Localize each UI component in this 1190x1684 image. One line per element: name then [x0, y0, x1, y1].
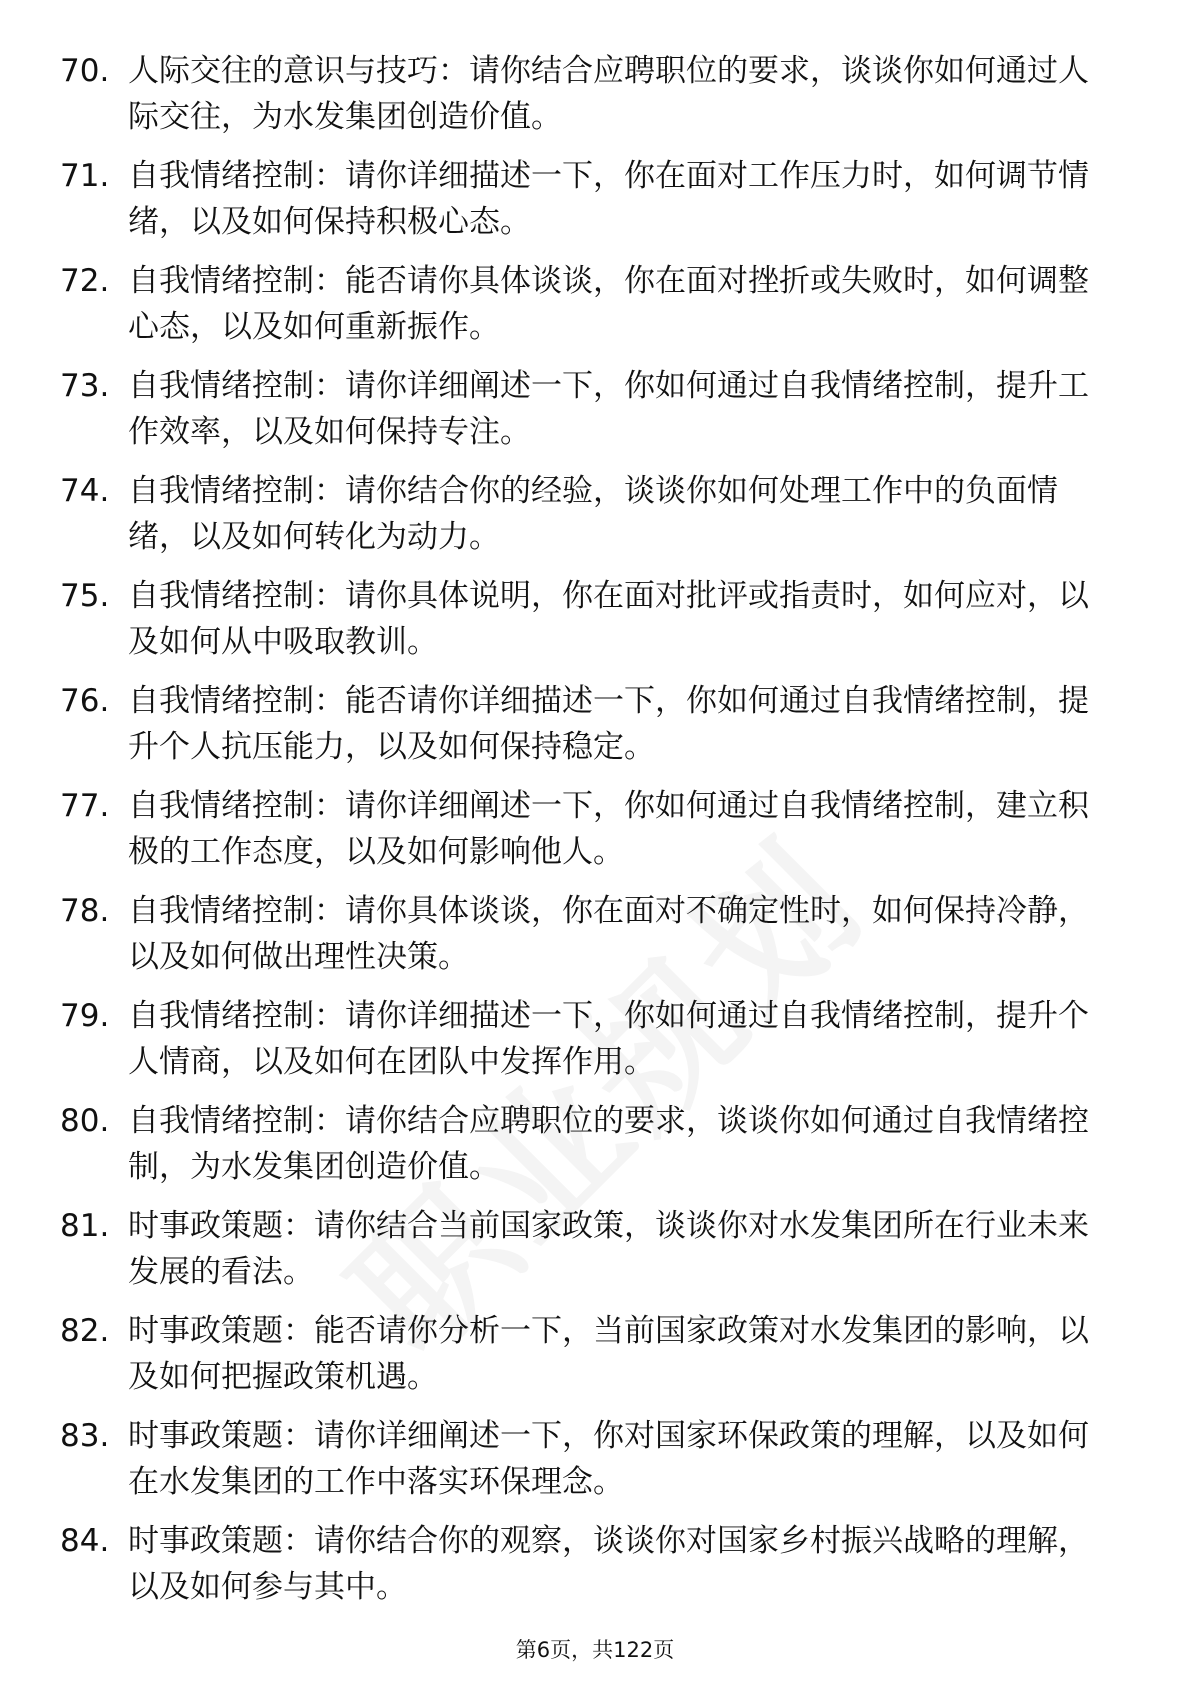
question-text: 自我情绪控制：请你具体说明，你在面对批评或指责时，如何应对，以及如何从中吸取教训。: [128, 578, 1089, 660]
list-item: [0, 993, 1190, 1098]
question-text: 自我情绪控制：请你详细描述一下，你在面对工作压力时，如何调节情绪，以及如何保持积极心态。: [128, 158, 1089, 240]
list-item: [0, 1308, 1190, 1413]
question-number: 84.: [60, 1523, 110, 1559]
list-item: [0, 153, 1190, 258]
list-item: [0, 1518, 1190, 1623]
question-number: 79.: [60, 998, 110, 1034]
question-text: 自我情绪控制：请你结合应聘职位的要求，谈谈你如何通过自我情绪控制，为水发集团创造价值。: [128, 1103, 1089, 1185]
question-text: 时事政策题：请你结合你的观察，谈谈你对国家乡村振兴战略的理解，以及如何参与其中。: [128, 1523, 1089, 1605]
question-text: 自我情绪控制：能否请你具体谈谈，你在面对挫折或失败时，如何调整心态，以及如何重新振作。: [128, 263, 1089, 345]
question-number: 72.: [60, 263, 110, 299]
question-number: 82.: [60, 1313, 110, 1349]
question-number: 78.: [60, 893, 110, 929]
list-item: [0, 573, 1190, 678]
list-item: [0, 363, 1190, 468]
question-text: 时事政策题：请你结合当前国家政策，谈谈你对水发集团所在行业未来发展的看法。: [128, 1208, 1089, 1290]
question-number: 80.: [60, 1103, 110, 1139]
question-number: 70.: [60, 53, 110, 89]
question-text: 自我情绪控制：请你具体谈谈，你在面对不确定性时，如何保持冷静，以及如何做出理性决策。: [128, 893, 1089, 975]
list-item: [0, 1203, 1190, 1308]
question-text: 自我情绪控制：请你详细阐述一下，你如何通过自我情绪控制，提升工作效率，以及如何保持专注。: [128, 368, 1089, 450]
question-text: 时事政策题：能否请你分析一下，当前国家政策对水发集团的影响，以及如何把握政策机遇。: [128, 1313, 1089, 1395]
list-item: [0, 678, 1190, 783]
question-number: 83.: [60, 1418, 110, 1454]
question-number: 81.: [60, 1208, 110, 1244]
list-item: [0, 258, 1190, 363]
question-number: 75.: [60, 578, 110, 614]
list-item: [0, 1413, 1190, 1518]
question-text: 自我情绪控制：请你详细描述一下，你如何通过自我情绪控制，提升个人情商，以及如何在团队中发挥作用。: [128, 998, 1089, 1080]
question-text: 人际交往的意识与技巧：请你结合应聘职位的要求，谈谈你如何通过人际交往，为水发集团创造价值。: [128, 53, 1089, 135]
question-list: [0, 48, 1190, 1623]
question-text: 自我情绪控制：请你结合你的经验，谈谈你如何处理工作中的负面情绪，以及如何转化为动力。: [128, 473, 1058, 555]
question-number: 74.: [60, 473, 110, 509]
question-number: 73.: [60, 368, 110, 404]
list-item: [0, 48, 1190, 153]
list-item: [0, 468, 1190, 573]
question-number: 77.: [60, 788, 110, 824]
question-text: 自我情绪控制：能否请你详细描述一下，你如何通过自我情绪控制，提升个人抗压能力，以及如何保持稳定。: [128, 683, 1089, 765]
list-item: [0, 783, 1190, 888]
list-item: [0, 888, 1190, 993]
question-number: 71.: [60, 158, 110, 194]
list-item: [0, 1098, 1190, 1203]
question-number: 76.: [60, 683, 110, 719]
question-text: 自我情绪控制：请你详细阐述一下，你如何通过自我情绪控制，建立积极的工作态度，以及如何影响他人。: [128, 788, 1089, 870]
page-footer: 第6页，共122页: [515, 1638, 675, 1662]
question-text: 时事政策题：请你详细阐述一下，你对国家环保政策的理解，以及如何在水发集团的工作中落实环保理念。: [128, 1418, 1089, 1500]
